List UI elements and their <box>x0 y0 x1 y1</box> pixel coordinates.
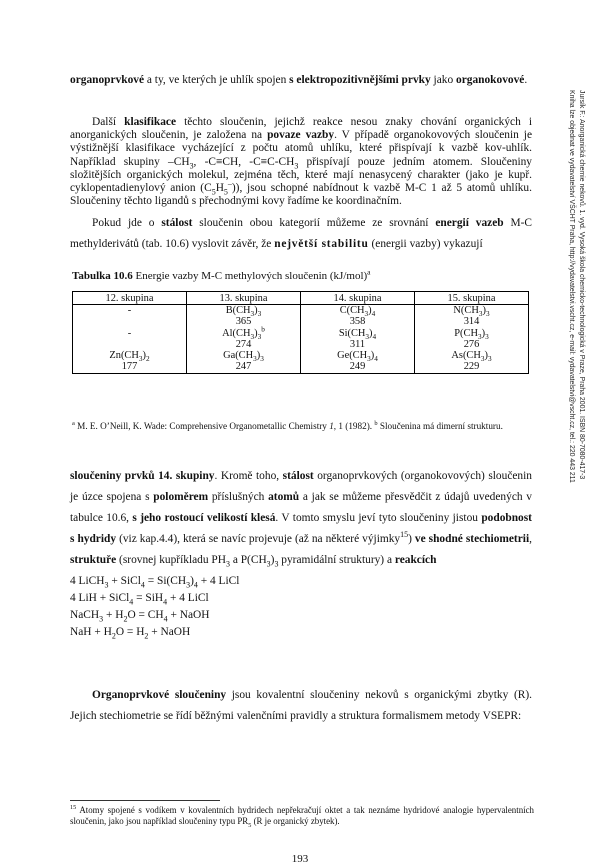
table-footnote: $^a$ M. E. O’Neill, K. Wade: Comprehensive Organometallic Chemistry 1, 1 (1982). $^b$ Sloučenina má dimerní strukturu. <box>72 419 503 431</box>
table-cell: $Ga(CH_3)_3$ <box>187 350 301 361</box>
paragraph-1: organoprvkové a ty, ve kterých je uhlík spojen s elektropozitivnějšími prvky jako organokovové. <box>70 74 528 86</box>
table-header-cell: 12. skupina <box>73 292 187 305</box>
bond-energy-table <box>72 291 529 374</box>
paragraph-4: sloučeniny prvků 14. skupiny. Kromě toho, stálost organoprvkových (organokovových) sloučenin je úzce spojena s poloměrem příslušných atomů a jak se můžeme přesvědčit z údajů uvedených v tabulce 10.6, s jeho rostoucí velikostí klesá. V tomto smyslu jeví tyto sloučeniny jistou podobnost s hydridy (viz kap.4.4), která se navíc projevuje (až na některé výjimky$^{15}$) ve shodné stechiometrii, struktuře (srovnej kupříkladu $PH_3$ a $P(CH_3)_3$ pyramidální struktury) a reakcích <box>70 470 532 569</box>
table-cell: $As(CH_3)_3$ <box>415 350 529 361</box>
footnote-divider <box>70 800 220 801</box>
table-cell: $C(CH_3)_4$ <box>301 305 415 317</box>
table-header-cell: 13. skupina <box>187 292 301 305</box>
page-number: 193 <box>291 853 309 865</box>
footnote: $^{15}$ Atomy spojené s vodíkem v kovalentních hydridech nepřekračují oktet a tak neznáme hydridové analogie hypervalentních sloučenin, jako jsou například sloučeniny typu $PR_5$ (R je organický zbytek). <box>70 804 534 830</box>
table-cell: 276 <box>415 339 529 350</box>
table-header-row <box>73 292 529 305</box>
equation: NaH + $H_2O = H_2$ + NaOH <box>70 626 191 641</box>
equation: 4 LiH + SiCl$_4$ = SiH$_4$ + 4 LiCl <box>70 592 209 607</box>
table-cell <box>73 316 187 327</box>
paragraph-2: Další klasifikace těchto sloučenin, jejichž reakce nesou znaky chování organických i anorganických sloučenin, je založena na povaze vazby. V případě organokovových sloučenin je výstižnější klasifikace vycházející z počtu atomů uhlíku, které přispívají k vazbě kov-uhlík. Například skupiny $-CH_3$, -C≡CH, $-C\equiv C-CH_3$ přispívají pouze jedním atomem. Sloučeniny složitějších organických molekul, zejména těch, které mají nenasycený charakter (jako je kupř. cyklopentadienylový anion $(C_5H_5^-)$), jsou schopné nabídnout k vazbě M-C 1 až 5 atomů uhlíku. Sloučeniny těchto ligandů s přechodnými kovy řadíme ke koordinačním. <box>70 116 533 208</box>
table-cell: $P(CH_3)_3$ <box>415 328 529 339</box>
table-cell: $Ge(CH_3)_4$ <box>301 350 415 361</box>
table-row <box>73 328 529 339</box>
side-citation-note <box>555 90 586 680</box>
table-cell: $Si(CH_3)_4$ <box>301 328 415 339</box>
table-cell: - <box>73 328 187 339</box>
table-cell: 177 <box>73 361 187 373</box>
equation: NaCH$_3$ + $H_2O = CH_4$ + NaOH <box>70 609 210 624</box>
table-header-cell: 15. skupina <box>415 292 529 305</box>
table-cell: 274 <box>187 339 301 350</box>
table-cell: $Zn(CH_3)_2$ <box>73 350 187 361</box>
paragraph-5: Organoprvkové sloučeniny jsou kovalentní sloučeniny nekovů s organickými zbytky (R). Jejich stechiometrie se řídí běžnými valenčními pravidly a struktura formalismem metody VSEPR: <box>70 689 532 722</box>
paragraph-3: Pokud jde o stálost sloučenin obou kategorií můžeme ze srovnání energií vazeb M-C methylderivátů (tab. 10.6) vyslovit závěr, že největší stabilitu (energii vazby) vykazují <box>70 217 532 250</box>
table-cell <box>73 339 187 350</box>
table-cell: 249 <box>301 361 415 373</box>
table-cell: 311 <box>301 339 415 350</box>
equation: 4 LiCH$_3$ + SiCl$_4$ = $Si(CH_3)_4 + 4$ LiCl <box>70 575 240 590</box>
table-cell: - <box>73 305 187 317</box>
table-cell: 247 <box>187 361 301 373</box>
table-row <box>73 305 529 317</box>
table-row <box>73 339 529 350</box>
table-cell: 365 <box>187 316 301 327</box>
table-cell: $Al(CH_3)_3^b$ <box>187 328 301 339</box>
table-row <box>73 350 529 361</box>
table-row <box>73 316 529 327</box>
table-caption: Tabulka 10.6 Energie vazby M-C methylových sloučenin $(kJ/mol)^a$ <box>72 267 371 282</box>
side-note-line-2: Kniha lze objednat ve vydavatelství VŠCHT Praha, http://vydavatelstvi.vscht.cz, e-mail: vydavatelstvi@vscht.cz, tel.: 220 443 211 <box>568 90 575 483</box>
table-cell: 229 <box>415 361 529 373</box>
table-header-cell: 14. skupina <box>301 292 415 305</box>
table-cell: 314 <box>415 316 529 327</box>
side-note-line-1: Jursík F.: Anorganická chemie nekovů. 1. vyd. Vysoká škola chemicko-technologická v Praze, Praha 2001. ISBN 80-7080-417-3 <box>578 90 585 480</box>
table-cell: $N(CH_3)_3$ <box>415 305 529 317</box>
table-cell: $B(CH_3)_3$ <box>187 305 301 317</box>
table-cell: 358 <box>301 316 415 327</box>
